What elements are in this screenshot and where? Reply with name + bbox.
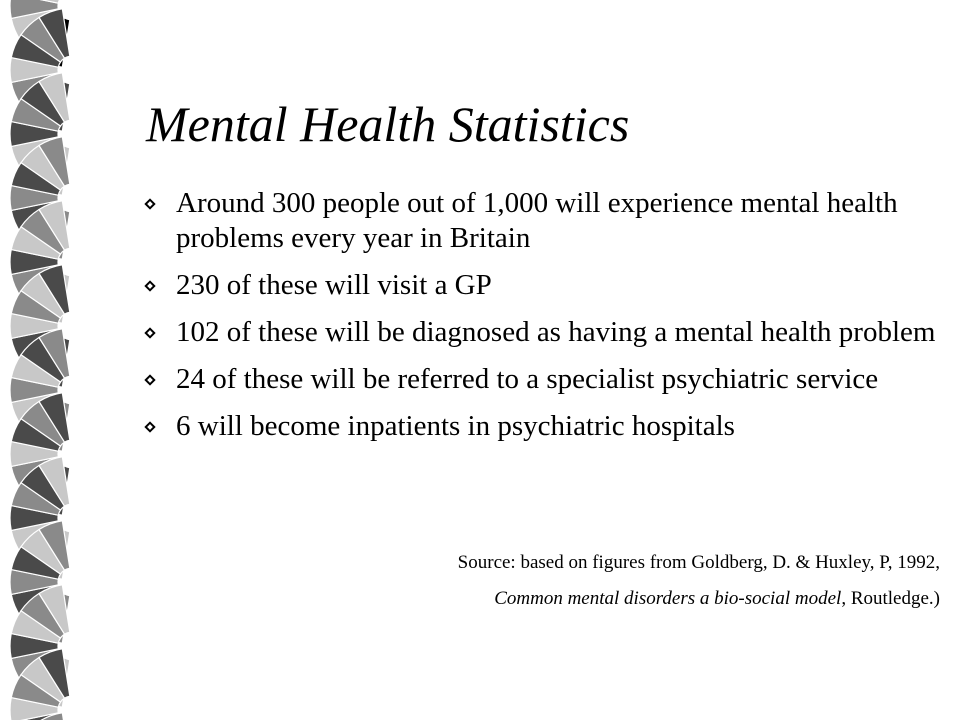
diamond-bullet-icon (144, 280, 155, 291)
diamond-bullet-icon (144, 198, 155, 209)
source-line-2: Common mental disorders a bio-social model, Routledge.) (494, 588, 940, 609)
bullet-item: 6 will become inpatients in psychiatric hospitals (146, 409, 936, 444)
bullet-item: Around 300 people out of 1,000 will experience mental health problems every year in Britain (146, 186, 936, 256)
bullet-item: 102 of these will be diagnosed as having a mental health problem (146, 315, 936, 350)
bullet-item: 24 of these will be referred to a specialist psychiatric service (146, 362, 936, 397)
bullet-list (146, 186, 936, 456)
bullet-item: 230 of these will visit a GP (146, 268, 936, 303)
diamond-bullet-icon (144, 374, 155, 385)
slide-title: Mental Health Statistics (146, 96, 630, 152)
diamond-bullet-icon (144, 421, 155, 432)
source-book-title: Common mental disorders a bio-social model (494, 588, 842, 609)
diamond-bullet-icon (144, 327, 155, 338)
source-line-1: Source: based on figures from Goldberg, D. & Huxley, P, 1992, (457, 552, 940, 573)
decorative-spiral-border (0, 0, 130, 720)
source-citation (458, 545, 940, 617)
